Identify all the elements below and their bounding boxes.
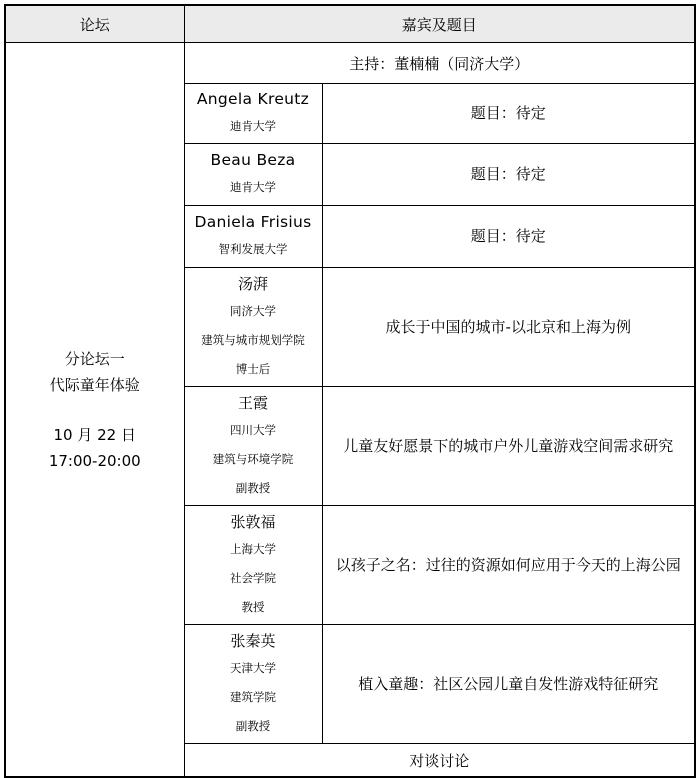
speaker-cell [184, 506, 322, 625]
speaker-cell [184, 84, 322, 144]
speaker-title: 博士后 [235, 361, 271, 376]
speaker-department: 建筑学院 [230, 689, 276, 704]
forum-date: 10 月 22 日 [53, 425, 136, 444]
topic-cell: 成长于中国的城市-以北京和上海为例 [322, 268, 695, 387]
speaker-department: 建筑与城市规划学院 [201, 332, 305, 347]
speaker-cell [184, 625, 322, 744]
speaker-cell [184, 144, 322, 206]
speaker-title: 副教授 [235, 718, 271, 733]
speaker-cell [184, 387, 322, 506]
topic-cell: 题目：待定 [322, 84, 695, 144]
speaker-cell [184, 268, 322, 387]
speaker-department: 社会学院 [230, 570, 276, 585]
forum-name-line2: 代际童年体验 [49, 375, 140, 394]
speaker-name: 张敦福 [230, 512, 276, 531]
speaker-name: Angela Kreutz [196, 90, 310, 108]
forum-schedule-table [4, 4, 696, 778]
speaker-title: 副教授 [235, 480, 271, 495]
speaker-affiliation: 上海大学 [230, 541, 276, 556]
host-cell: 主持：董楠楠（同济大学） [184, 43, 695, 84]
speaker-affiliation: 同济大学 [230, 303, 276, 318]
speaker-affiliation: 迪肯大学 [230, 119, 276, 133]
topic-cell: 以孩子之名：过往的资源如何应用于今天的上海公园 [322, 506, 695, 625]
topic-cell: 题目：待定 [322, 206, 695, 268]
speaker-title: 教授 [241, 599, 265, 614]
speaker-department: 建筑与环境学院 [212, 451, 294, 466]
speaker-name: Beau Beza [210, 151, 296, 169]
topic-cell: 题目：待定 [322, 144, 695, 206]
speaker-affiliation: 天津大学 [230, 660, 276, 675]
forum-name-line1: 分论坛一 [64, 349, 125, 368]
forum-time: 17:00-20:00 [48, 451, 141, 470]
speaker-name: 王霞 [237, 393, 268, 412]
topic-cell: 儿童友好愿景下的城市户外儿童游戏空间需求研究 [322, 387, 695, 506]
speaker-affiliation: 四川大学 [230, 422, 276, 437]
topic-cell: 植入童趣：社区公园儿童自发性游戏特征研究 [322, 625, 695, 744]
speaker-affiliation: 智利发展大学 [218, 242, 288, 256]
speaker-name: 张秦英 [230, 631, 276, 650]
table-header-row [5, 5, 695, 43]
speaker-name: Daniela Frisius [194, 213, 312, 231]
speaker-name: 汤湃 [237, 274, 268, 293]
header-forum: 论坛 [5, 5, 184, 43]
speaker-affiliation: 迪肯大学 [230, 180, 276, 194]
host-row [5, 43, 695, 84]
header-guests-topics: 嘉宾及题目 [184, 5, 695, 43]
forum-info-cell [5, 43, 184, 778]
discussion-cell: 对谈讨论 [184, 744, 695, 778]
speaker-cell [184, 206, 322, 268]
